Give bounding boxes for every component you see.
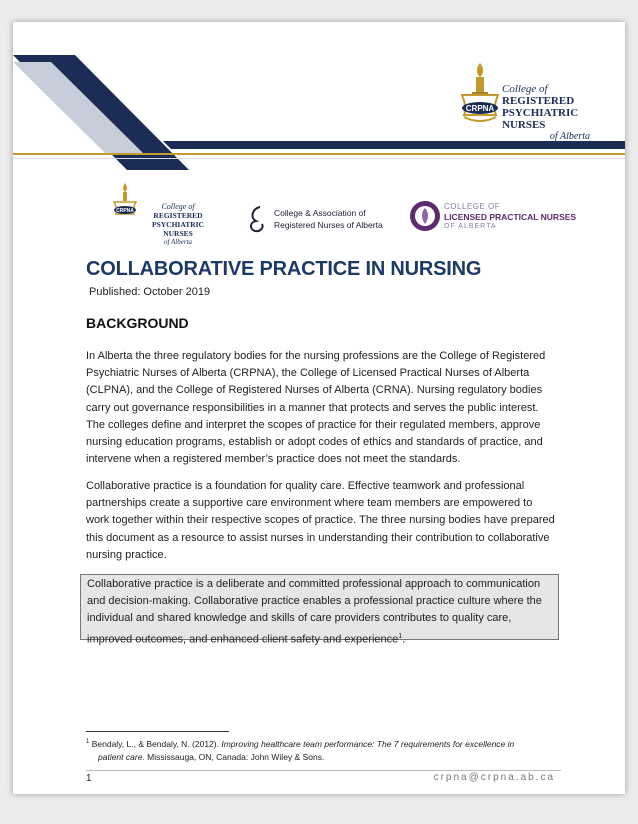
partner-logo-carna: [246, 204, 406, 238]
crpna-seal-icon: [450, 55, 510, 145]
footnote-title-b: patient care.: [98, 751, 145, 762]
partner3-line-3: OF ALBERTA: [444, 223, 497, 230]
document-title: COLLABORATIVE PRACTICE IN NURSING: [86, 258, 482, 280]
footer-email[interactable]: crpna@crpna.ab.ca: [433, 772, 555, 783]
footnote-marker: 1: [86, 739, 90, 745]
partner3-line-1: COLLEGE OF: [444, 202, 501, 211]
logo-line-3: PSYCHIATRIC NURSES: [502, 107, 579, 131]
partner3-line-2: LICENSED PRACTICAL NURSES: [444, 212, 577, 222]
footnote: [86, 736, 561, 764]
logo-line-4: of Alberta: [549, 131, 590, 142]
footnote-authors: Bendaly, L., & Bendaly, N. (2012).: [91, 738, 222, 749]
logo-line-2: REGISTERED: [502, 95, 575, 107]
partner1-line-2: REGISTERED: [153, 211, 203, 220]
document-page: [13, 22, 625, 794]
footnote-publisher: Mississauga, ON, Canada: John Wiley & Sons.: [144, 751, 325, 762]
footnote-line-2: [86, 751, 561, 764]
published-date: Published: October 2019: [89, 286, 211, 298]
clpna-logo-text: [444, 202, 576, 232]
paragraph-1: In Alberta the three regulatory bodies for the nursing professions are the College of Registered Psychiatric Nurses of Alberta (CRPNA), the College of Licensed Practical Nurses of Alberta (CLPNA), and the College of Registered Nurses of Alberta (CRNA). Nursing regulatory bodies carry out governance responsibilities in a manner that protects and serves the public interest. The colleges define and interpret the scopes of practice for their regulated members, approve nursing education programs, establish or adopt codes of ethics and standards of practice, and intervene when a registered member’s practice does not meet the standards.: [86, 350, 546, 466]
crpna-logo-text: [502, 83, 612, 143]
callout-end: .: [402, 633, 406, 646]
footer-divider: [86, 770, 561, 771]
partner2-line-2: Registered Nurses of Alberta: [274, 220, 383, 230]
crpna-small-logo-text: [143, 202, 213, 247]
crpna-small-seal-icon: [107, 181, 143, 231]
partner-logo-clpna: [409, 199, 577, 239]
partner1-line-1: College of: [161, 202, 195, 211]
definition-callout: [80, 574, 559, 646]
partner1-line-4: of Alberta: [163, 238, 193, 246]
callout-text: Collaborative practice is a deliberate and committed professional approach to communication and decision-making. Collaborative practice enables a professional practice culture where the individual and shared knowledge and skills of care providers contributes to quality care, improved outcomes, and enhanced client safety and experience: [87, 578, 542, 646]
footnote-reference[interactable]: 1: [398, 632, 403, 640]
carna-logo-text: [274, 207, 383, 231]
paragraph-2: Collaborative practice is a foundation for quality care. Effective teamwork and professional partnerships create a supportive care environment where team members are empowered to work together within their respective scopes of practice. The three nursing bodies have prepared this document as a resource to assist nurses in understanding their contribution to collaborative nursing practice.: [86, 480, 555, 561]
partner2-line-1: College & Association of: [274, 208, 366, 218]
partner-logos: [13, 187, 625, 247]
crpna-logo: [450, 55, 610, 165]
footnote-divider: [86, 731, 229, 732]
svg-text:CRPNA: CRPNA: [465, 104, 495, 113]
footnote-title-a: Improving healthcare team performance: The 7 requirements for excellence in: [221, 738, 515, 749]
logo-line-1: College of: [502, 83, 548, 95]
page-number: 1: [86, 773, 92, 784]
svg-text:CRPNA: CRPNA: [116, 208, 134, 214]
section-heading: BACKGROUND: [86, 315, 189, 331]
carna-swirl-icon: [246, 204, 268, 234]
clpna-circle-icon: [409, 199, 441, 233]
partner1-line-3: PSYCHIATRIC NURSES: [152, 220, 204, 238]
partner-logo-crpna: [107, 187, 237, 247]
